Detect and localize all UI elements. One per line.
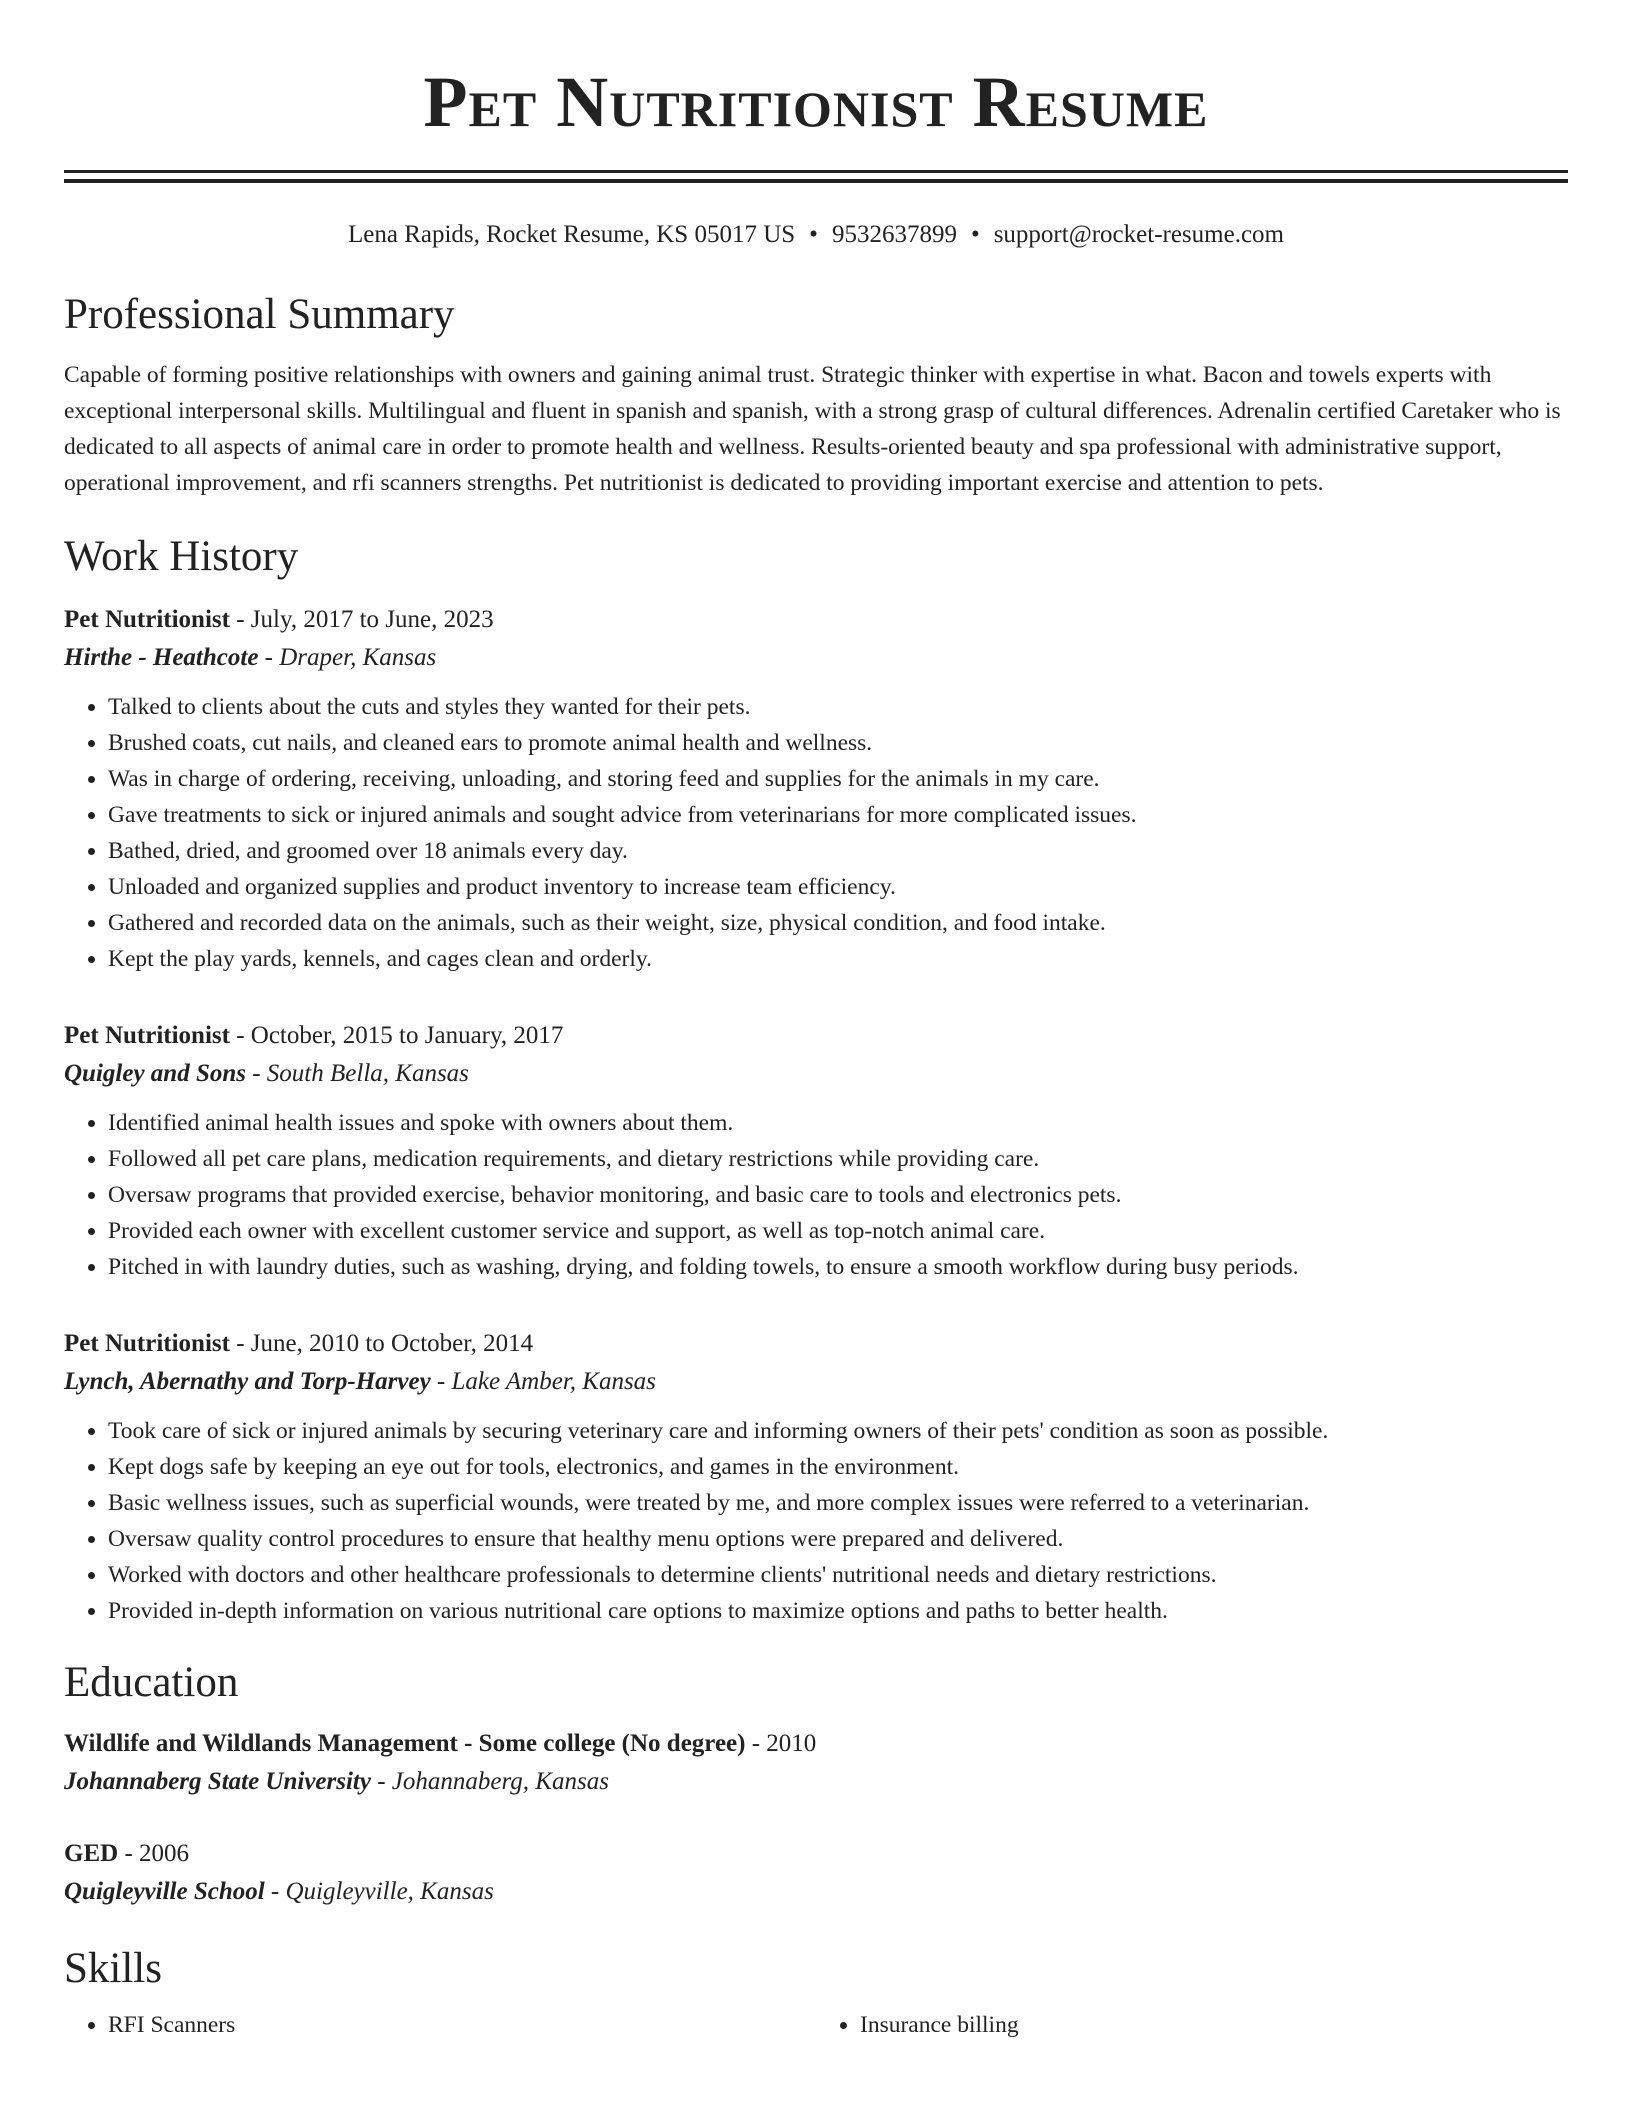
job-title: Pet Nutritionist	[64, 1330, 230, 1357]
title-divider	[64, 170, 1568, 183]
education-year: - 2006	[118, 1840, 190, 1867]
contact-separator: •	[970, 221, 980, 248]
job-bullet: • Gathered and recorded data on the animals, such as their weight, size, physical condition, and food intake.	[108, 905, 1568, 941]
job-entry	[64, 601, 1568, 977]
contact-phone: 9532637899	[831, 221, 957, 248]
job-bullet: • Worked with doctors and other healthcare professionals to determine clients' nutritional needs and dietary restrictions.	[108, 1557, 1568, 1593]
job-company: Hirthe - Heathcote	[64, 644, 259, 671]
education-school: Johannaberg State University	[64, 1768, 371, 1795]
job-bullet: • Provided each owner with excellent customer service and support, as well as top-notch animal care.	[108, 1213, 1568, 1249]
job-title: Pet Nutritionist	[64, 1022, 230, 1049]
job-bullet: • Oversaw programs that provided exercise, behavior monitoring, and basic care to tools and electronics pets.	[108, 1177, 1568, 1213]
job-entry	[64, 1017, 1568, 1285]
job-company: Quigley and Sons	[64, 1060, 246, 1087]
skills-heading: Skills	[64, 1945, 162, 1992]
contact-separator: •	[809, 221, 818, 248]
job-title-line	[64, 1325, 1568, 1363]
education-entry	[64, 1835, 1568, 1911]
job-bullet: • Followed all pet care plans, medication requirements, and dietary restrictions while providing care.	[108, 1141, 1568, 1177]
contact-email: support@rocket-resume.com	[993, 221, 1284, 248]
education-location: - Quigleyville, Kansas	[264, 1878, 494, 1905]
education-school-line	[64, 1763, 1568, 1801]
job-company-line	[64, 1055, 1568, 1093]
contact-line	[64, 219, 1568, 251]
job-dates: - July, 2017 to June, 2023	[229, 606, 494, 633]
job-bullet: • Identified animal health issues and spoke with owners about them.	[108, 1105, 1568, 1141]
job-title-line	[64, 601, 1568, 639]
divider-line-bottom	[64, 179, 1568, 183]
job-bullet: • Oversaw quality control procedures to ensure that healthy menu options were prepared and delivered.	[108, 1521, 1568, 1557]
summary-text: Capable of forming positive relationships with owners and gaining animal trust. Strategic thinker with expertise in what. Bacon and towels experts with exceptional interpersonal skills. Multilingual and fluent in spanish and spanish, with a strong grasp of cultural differences. Adrenalin certified Caretaker who is dedicated to all aspects of animal care in order to promote health and wellness. Results-oriented beauty and spa professional with administrative support, operational improvement, and rfi scanners strengths. Pet nutritionist is dedicated to providing important exercise and attention to pets.	[64, 362, 1561, 496]
education-degree-line	[64, 1835, 1568, 1873]
summary-heading: Professional Summary	[64, 291, 455, 338]
job-bullet: • Kept the play yards, kennels, and cages clean and orderly.	[108, 941, 1568, 977]
education-school-line	[64, 1873, 1568, 1911]
job-company-line	[64, 1363, 1568, 1401]
job-location: - South Bella, Kansas	[245, 1060, 469, 1087]
job-bullet: • Took care of sick or injured animals by securing veterinary care and informing owners of their pets' condition as soon as possible.	[108, 1413, 1568, 1449]
resume-title: Pet Nutritionist Resume	[423, 62, 1209, 142]
job-bullet: • Talked to clients about the cuts and styles they wanted for their pets.	[108, 689, 1568, 725]
job-bullet: • Kept dogs safe by keeping an eye out for tools, electronics, and games in the environment.	[108, 1449, 1568, 1485]
job-bullets	[64, 1413, 1568, 1629]
contact-address: Lena Rapids, Rocket Resume, KS 05017 US	[347, 221, 796, 248]
job-bullets	[64, 1105, 1568, 1285]
job-location: - Draper, Kansas	[258, 644, 437, 671]
job-title-line	[64, 1017, 1568, 1055]
job-dates: - June, 2010 to October, 2014	[229, 1330, 534, 1357]
job-bullets	[64, 689, 1568, 977]
job-title: Pet Nutritionist	[64, 606, 230, 633]
job-bullet: • Brushed coats, cut nails, and cleaned ears to promote animal health and wellness.	[108, 725, 1568, 761]
job-bullet: • Basic wellness issues, such as superficial wounds, were treated by me, and more complex issues were referred to a veterinarian.	[108, 1485, 1568, 1521]
work-history-heading: Work History	[64, 533, 299, 580]
job-company: Lynch, Abernathy and Torp-Harvey	[64, 1368, 431, 1395]
job-bullet: • Pitched in with laundry duties, such as washing, drying, and folding towels, to ensure a smooth workflow during busy periods.	[108, 1249, 1568, 1285]
job-bullet: • Unloaded and organized supplies and product inventory to increase team efficiency.	[108, 869, 1568, 905]
education-degree-line	[64, 1725, 1568, 1763]
job-bullet: • Was in charge of ordering, receiving, unloading, and storing feed and supplies for the animals in my care.	[108, 761, 1568, 797]
job-entry	[64, 1325, 1568, 1629]
job-location: - Lake Amber, Kansas	[430, 1368, 656, 1395]
education-entry	[64, 1725, 1568, 1801]
skill-item: • RFI Scanners	[108, 2007, 816, 2043]
job-company-line	[64, 639, 1568, 677]
skills-column-right	[816, 2007, 1568, 2043]
job-dates: - October, 2015 to January, 2017	[229, 1022, 564, 1049]
skills-column-left	[64, 2007, 816, 2043]
job-bullet: • Provided in-depth information on various nutritional care options to maximize options and paths to better health.	[108, 1593, 1568, 1629]
education-degree: Wildlife and Wildlands Management - Some college (No degree)	[64, 1730, 746, 1757]
education-heading: Education	[64, 1659, 239, 1706]
divider-line-top	[64, 170, 1568, 173]
skills-list	[64, 2007, 1568, 2043]
job-bullet: • Bathed, dried, and groomed over 18 animals every day.	[108, 833, 1568, 869]
education-location: - Johannaberg, Kansas	[370, 1768, 609, 1795]
job-bullet: • Gave treatments to sick or injured animals and sought advice from veterinarians for more complicated issues.	[108, 797, 1568, 833]
skill-item: • Insurance billing	[860, 2007, 1568, 2043]
education-school: Quigleyville School	[64, 1878, 265, 1905]
education-year: - 2010	[745, 1730, 817, 1757]
education-degree: GED	[64, 1840, 119, 1867]
